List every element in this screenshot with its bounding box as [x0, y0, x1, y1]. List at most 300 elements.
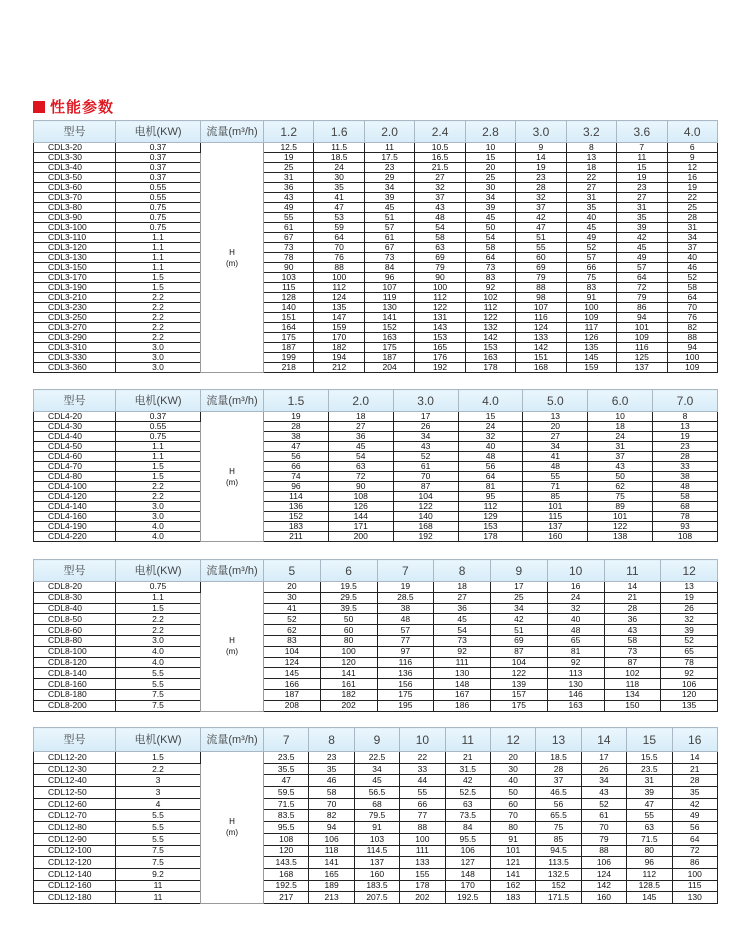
- head-value-cell: 126: [566, 333, 616, 343]
- column-header-motor: 电机(KW): [116, 728, 201, 752]
- head-value-cell: 70: [314, 243, 364, 253]
- head-value-cell: 183: [264, 522, 329, 532]
- head-value-cell: 109: [667, 363, 717, 373]
- head-value-cell: 61: [264, 223, 314, 233]
- head-value-cell: 28: [516, 183, 566, 193]
- head-value-cell: 90: [415, 273, 465, 283]
- motor-power-cell: 1.5: [116, 472, 201, 482]
- head-value-cell: 131: [415, 313, 465, 323]
- head-unit-label: (m): [226, 647, 238, 657]
- head-value-cell: 55: [516, 243, 566, 253]
- head-value-cell: 136: [377, 668, 434, 679]
- head-value-cell: 43: [581, 787, 626, 799]
- head-value-cell: 145: [627, 892, 672, 904]
- head-value-cell: 48: [547, 625, 604, 636]
- head-value-cell: 88: [667, 333, 717, 343]
- head-value-cell: 27: [415, 173, 465, 183]
- head-value-cell: 45: [566, 223, 616, 233]
- column-header-model: 型号: [34, 390, 116, 412]
- table-cdl3: [33, 120, 717, 373]
- head-value-cell: 135: [314, 303, 364, 313]
- head-value-cell: 42: [491, 614, 548, 625]
- head-value-cell: 38: [264, 432, 329, 442]
- head-value-cell: 137: [617, 363, 667, 373]
- head-value-cell: 147: [314, 313, 364, 323]
- model-cell: CDL3-130: [34, 253, 116, 263]
- head-value-cell: 18: [588, 422, 653, 432]
- motor-power-cell: 3.0: [116, 502, 201, 512]
- head-value-cell: 116: [516, 313, 566, 323]
- head-value-cell: 16: [547, 582, 604, 593]
- head-value-cell: 116: [377, 657, 434, 668]
- head-value-cell: 104: [393, 492, 458, 502]
- head-value-cell: 187: [264, 343, 314, 353]
- head-value-cell: 14: [604, 582, 661, 593]
- flow-value-header: 3.6: [617, 121, 667, 143]
- head-value-cell: 40: [458, 442, 523, 452]
- head-value-cell: 65.5: [536, 810, 581, 822]
- head-value-cell: 51: [491, 625, 548, 636]
- model-cell: CDL8-160: [34, 679, 116, 690]
- head-value-cell: 35: [314, 183, 364, 193]
- head-value-cell: 34: [465, 193, 515, 203]
- head-value-cell: 35: [617, 213, 667, 223]
- head-value-cell: 69: [491, 635, 548, 646]
- head-value-cell: 74: [264, 472, 329, 482]
- head-value-cell: 168: [516, 363, 566, 373]
- model-cell: CDL4-220: [34, 532, 116, 542]
- head-value-cell: 187: [364, 353, 414, 363]
- head-value-cell: 68: [354, 798, 399, 810]
- red-square-icon: [33, 101, 45, 113]
- head-value-cell: 124: [314, 293, 364, 303]
- model-cell: CDL3-150: [34, 263, 116, 273]
- head-value-cell: 112: [458, 502, 523, 512]
- head-value-cell: 35: [672, 787, 717, 799]
- head-value-cell: 17: [581, 752, 626, 764]
- table-row: [34, 614, 718, 625]
- head-value-cell: 130: [672, 892, 717, 904]
- model-cell: CDL12-60: [34, 798, 116, 810]
- head-value-cell: 90: [264, 263, 314, 273]
- head-value-cell: 56.5: [354, 787, 399, 799]
- column-header-flow: 流量(m³/h): [201, 728, 264, 752]
- head-value-cell: 57: [377, 625, 434, 636]
- table-row: [34, 668, 718, 679]
- table-row: [34, 679, 718, 690]
- head-value-cell: 88: [400, 822, 445, 834]
- head-value-cell: 83: [264, 635, 321, 646]
- head-value-cell: 50: [588, 472, 653, 482]
- head-value-cell: 112: [314, 283, 364, 293]
- flow-value-header: 12: [661, 560, 718, 582]
- head-value-cell: 100: [320, 646, 377, 657]
- head-value-cell: 107: [516, 303, 566, 313]
- head-value-cell: 71.5: [264, 798, 309, 810]
- head-value-cell: 133: [516, 333, 566, 343]
- head-value-cell: 26: [581, 763, 626, 775]
- table-row: [34, 163, 718, 173]
- head-value-cell: 54: [415, 223, 465, 233]
- motor-power-cell: 0.75: [116, 203, 201, 213]
- head-value-cell: 69: [415, 253, 465, 263]
- head-value-cell: 70: [309, 798, 354, 810]
- head-value-cell: 91: [566, 293, 616, 303]
- motor-power-cell: 2.2: [116, 293, 201, 303]
- table-row: [34, 452, 718, 462]
- head-value-cell: 37: [588, 452, 653, 462]
- head-value-cell: 40: [667, 253, 717, 263]
- head-value-cell: 165: [415, 343, 465, 353]
- head-value-cell: 39: [364, 193, 414, 203]
- table-row: [34, 422, 718, 432]
- head-value-cell: 160: [581, 892, 626, 904]
- model-cell: CDL3-290: [34, 333, 116, 343]
- head-value-cell: 202: [320, 700, 377, 711]
- head-value-cell: 120: [320, 657, 377, 668]
- head-value-cell: 24: [588, 432, 653, 442]
- head-value-cell: 120: [661, 689, 718, 700]
- table-row: [34, 343, 718, 353]
- head-unit-label: (m): [226, 477, 238, 487]
- head-value-cell: 170: [445, 880, 490, 892]
- head-value-cell: 32: [415, 183, 465, 193]
- head-value-cell: 41: [523, 452, 588, 462]
- model-cell: CDL3-60: [34, 183, 116, 193]
- head-value-cell: 23.5: [264, 752, 309, 764]
- head-value-cell: 22: [566, 173, 616, 183]
- head-value-cell: 28: [604, 603, 661, 614]
- head-value-cell: 134: [604, 689, 661, 700]
- head-value-cell: 137: [354, 857, 399, 869]
- head-value-cell: 111: [434, 657, 491, 668]
- table-row: [34, 763, 718, 775]
- head-value-cell: 28: [653, 452, 718, 462]
- head-value-cell: 80: [627, 845, 672, 857]
- table-row: [34, 323, 718, 333]
- head-value-cell: 19: [377, 582, 434, 593]
- table-row: [34, 363, 718, 373]
- head-value-cell: 13: [661, 582, 718, 593]
- motor-power-cell: 5.5: [116, 822, 201, 834]
- table-row: [34, 143, 718, 153]
- head-value-cell: 38: [653, 472, 718, 482]
- motor-power-cell: 0.75: [116, 223, 201, 233]
- head-value-cell: 133: [400, 857, 445, 869]
- head-value-cell: 52: [264, 614, 321, 625]
- flow-value-header: 4.0: [458, 390, 523, 412]
- table-row: [34, 810, 718, 822]
- head-value-cell: 47: [264, 442, 329, 452]
- head-value-cell: 58: [309, 787, 354, 799]
- head-value-cell: 165: [309, 868, 354, 880]
- head-value-cell: 41: [264, 603, 321, 614]
- head-value-cell: 58: [465, 243, 515, 253]
- table-row: [34, 462, 718, 472]
- motor-power-cell: 4.0: [116, 522, 201, 532]
- head-value-cell: 86: [672, 857, 717, 869]
- head-value-cell: 75: [588, 492, 653, 502]
- head-value-cell: 80: [320, 635, 377, 646]
- head-value-cell: 60: [516, 253, 566, 263]
- model-cell: CDL12-120: [34, 857, 116, 869]
- head-value-cell: 153: [465, 343, 515, 353]
- head-value-cell: 31: [566, 193, 616, 203]
- head-value-cell: 72: [617, 283, 667, 293]
- head-value-cell: 23.5: [627, 763, 672, 775]
- head-value-cell: 21: [445, 752, 490, 764]
- head-value-cell: 28: [672, 775, 717, 787]
- head-value-cell: 118: [604, 679, 661, 690]
- head-value-cell: 163: [364, 333, 414, 343]
- model-cell: CDL3-230: [34, 303, 116, 313]
- head-value-cell: 122: [415, 303, 465, 313]
- head-value-cell: 183: [490, 892, 535, 904]
- motor-power-cell: 5.5: [116, 810, 201, 822]
- table-row: [34, 203, 718, 213]
- head-value-cell: 47: [314, 203, 364, 213]
- head-value-cell: 18.5: [536, 752, 581, 764]
- motor-power-cell: 5.5: [116, 668, 201, 679]
- model-cell: CDL3-90: [34, 213, 116, 223]
- head-value-cell: 95.5: [445, 833, 490, 845]
- head-label: H: [229, 466, 235, 476]
- head-value-cell: 91: [354, 822, 399, 834]
- head-value-cell: 12: [667, 163, 717, 173]
- head-value-cell: 49: [566, 233, 616, 243]
- head-value-cell: 145: [264, 668, 321, 679]
- head-value-cell: 64: [667, 293, 717, 303]
- head-value-cell: 58: [415, 233, 465, 243]
- motor-power-cell: 1.5: [116, 603, 201, 614]
- table-row: [34, 432, 718, 442]
- head-value-cell: 182: [314, 343, 364, 353]
- head-value-cell: 63: [415, 243, 465, 253]
- head-value-cell: 171.5: [536, 892, 581, 904]
- head-value-cell: 86: [617, 303, 667, 313]
- head-value-cell: 61: [581, 810, 626, 822]
- head-value-cell: 11.5: [314, 143, 364, 153]
- model-cell: CDL8-140: [34, 668, 116, 679]
- head-value-cell: 155: [400, 868, 445, 880]
- head-value-cell: 83.5: [264, 810, 309, 822]
- model-cell: CDL8-80: [34, 635, 116, 646]
- head-unit-label: (m): [226, 828, 238, 838]
- head-value-cell: 48: [458, 452, 523, 462]
- head-value-cell: 204: [364, 363, 414, 373]
- model-cell: CDL4-80: [34, 472, 116, 482]
- head-value-cell: 83: [465, 273, 515, 283]
- head-value-cell: 85: [536, 833, 581, 845]
- head-value-cell: 213: [309, 892, 354, 904]
- table-row: [34, 689, 718, 700]
- motor-power-cell: 2.2: [116, 323, 201, 333]
- head-value-cell: 67: [264, 233, 314, 243]
- column-header-motor: 电机(KW): [116, 560, 201, 582]
- head-value-cell: 48: [415, 213, 465, 223]
- head-value-cell: 21: [672, 763, 717, 775]
- head-value-cell: 14: [672, 752, 717, 764]
- head-value-cell: 46: [309, 775, 354, 787]
- model-cell: CDL8-60: [34, 625, 116, 636]
- head-value-cell: 112: [415, 293, 465, 303]
- model-cell: CDL4-190: [34, 522, 116, 532]
- flow-value-header: 11: [604, 560, 661, 582]
- column-header-motor: 电机(KW): [116, 390, 201, 412]
- head-value-cell: 175: [491, 700, 548, 711]
- model-cell: CDL3-80: [34, 203, 116, 213]
- head-value-cell: 10.5: [415, 143, 465, 153]
- head-value-cell: 55: [627, 810, 672, 822]
- model-cell: CDL12-30: [34, 763, 116, 775]
- head-value-cell: 122: [393, 502, 458, 512]
- table-row: [34, 412, 718, 422]
- head-label-cell: [201, 752, 264, 904]
- flow-value-header: 10: [547, 560, 604, 582]
- table-row: [34, 603, 718, 614]
- model-cell: CDL8-50: [34, 614, 116, 625]
- flow-value-header: 7.0: [653, 390, 718, 412]
- head-value-cell: 151: [516, 353, 566, 363]
- head-value-cell: 160: [354, 868, 399, 880]
- head-value-cell: 212: [314, 363, 364, 373]
- flow-value-header: 7: [377, 560, 434, 582]
- head-value-cell: 106: [445, 845, 490, 857]
- motor-power-cell: 0.75: [116, 432, 201, 442]
- head-value-cell: 148: [445, 868, 490, 880]
- head-value-cell: 187: [264, 689, 321, 700]
- model-cell: CDL3-20: [34, 143, 116, 153]
- head-value-cell: 10: [465, 143, 515, 153]
- head-value-cell: 47: [516, 223, 566, 233]
- head-value-cell: 130: [364, 303, 414, 313]
- column-header-flow: 流量(m³/h): [201, 390, 264, 412]
- head-value-cell: 141: [364, 313, 414, 323]
- head-value-cell: 39: [617, 223, 667, 233]
- table-row: [34, 213, 718, 223]
- head-value-cell: 33: [653, 462, 718, 472]
- table-row: [34, 700, 718, 711]
- model-cell: CDL3-110: [34, 233, 116, 243]
- column-header-flow: 流量(m³/h): [201, 121, 264, 143]
- table-row: [34, 313, 718, 323]
- flow-value-header: 1.5: [264, 390, 329, 412]
- model-cell: CDL12-50: [34, 787, 116, 799]
- model-cell: CDL4-70: [34, 462, 116, 472]
- head-value-cell: 63: [445, 798, 490, 810]
- head-value-cell: 142: [516, 343, 566, 353]
- head-value-cell: 52: [667, 273, 717, 283]
- head-value-cell: 150: [604, 700, 661, 711]
- head-value-cell: 31: [617, 203, 667, 213]
- head-value-cell: 38: [377, 603, 434, 614]
- table-row: [34, 173, 718, 183]
- motor-power-cell: 1.1: [116, 253, 201, 263]
- table-row: [34, 353, 718, 363]
- head-value-cell: 73: [364, 253, 414, 263]
- head-value-cell: 145: [566, 353, 616, 363]
- flow-value-header: 16: [672, 728, 717, 752]
- model-cell: CDL12-140: [34, 868, 116, 880]
- head-value-cell: 57: [566, 253, 616, 263]
- model-cell: CDL8-100: [34, 646, 116, 657]
- head-value-cell: 79: [516, 273, 566, 283]
- head-value-cell: 45: [354, 775, 399, 787]
- head-value-cell: 73.5: [445, 810, 490, 822]
- head-value-cell: 192: [415, 363, 465, 373]
- head-value-cell: 102: [604, 668, 661, 679]
- head-value-cell: 178: [400, 880, 445, 892]
- flow-value-header: 10: [400, 728, 445, 752]
- model-cell: CDL12-90: [34, 833, 116, 845]
- head-value-cell: 73: [465, 263, 515, 273]
- head-value-cell: 103: [264, 273, 314, 283]
- head-value-cell: 32: [458, 432, 523, 442]
- head-value-cell: 36: [434, 603, 491, 614]
- head-value-cell: 62: [588, 482, 653, 492]
- head-value-cell: 92: [434, 646, 491, 657]
- head-value-cell: 164: [264, 323, 314, 333]
- head-value-cell: 26: [661, 603, 718, 614]
- head-value-cell: 82: [309, 810, 354, 822]
- head-value-cell: 72: [672, 845, 717, 857]
- table-row: [34, 582, 718, 593]
- motor-power-cell: 0.37: [116, 163, 201, 173]
- head-value-cell: 94.5: [536, 845, 581, 857]
- head-value-cell: 122: [465, 313, 515, 323]
- head-value-cell: 107: [364, 283, 414, 293]
- head-value-cell: 37: [415, 193, 465, 203]
- table-row: [34, 787, 718, 799]
- head-value-cell: 159: [314, 323, 364, 333]
- flow-value-header: 3.0: [393, 390, 458, 412]
- flow-value-header: 3.2: [566, 121, 616, 143]
- head-value-cell: 122: [491, 668, 548, 679]
- head-value-cell: 23: [516, 173, 566, 183]
- head-value-cell: 31: [667, 223, 717, 233]
- flow-value-header: 5: [264, 560, 321, 582]
- head-value-cell: 20: [523, 422, 588, 432]
- head-value-cell: 200: [328, 532, 393, 542]
- head-value-cell: 62: [264, 625, 321, 636]
- head-value-cell: 120: [264, 845, 309, 857]
- head-value-cell: 49: [672, 810, 717, 822]
- head-value-cell: 43: [588, 462, 653, 472]
- head-value-cell: 80: [490, 822, 535, 834]
- head-value-cell: 23: [309, 752, 354, 764]
- motor-power-cell: 2.2: [116, 614, 201, 625]
- motor-power-cell: 0.37: [116, 153, 201, 163]
- model-cell: CDL3-30: [34, 153, 116, 163]
- model-cell: CDL3-310: [34, 343, 116, 353]
- head-value-cell: 32: [547, 603, 604, 614]
- head-value-cell: 25: [264, 163, 314, 173]
- head-value-cell: 130: [434, 668, 491, 679]
- head-value-cell: 61: [393, 462, 458, 472]
- model-cell: CDL3-190: [34, 283, 116, 293]
- motor-power-cell: 0.55: [116, 193, 201, 203]
- head-label: H: [229, 817, 235, 827]
- table-row: [34, 646, 718, 657]
- model-cell: CDL12-160: [34, 880, 116, 892]
- flow-value-header: 3.0: [516, 121, 566, 143]
- head-value-cell: 28: [667, 213, 717, 223]
- head-value-cell: 85: [523, 492, 588, 502]
- head-value-cell: 186: [434, 700, 491, 711]
- head-value-cell: 18: [434, 582, 491, 593]
- flow-value-header: 2.4: [415, 121, 465, 143]
- head-value-cell: 84: [445, 822, 490, 834]
